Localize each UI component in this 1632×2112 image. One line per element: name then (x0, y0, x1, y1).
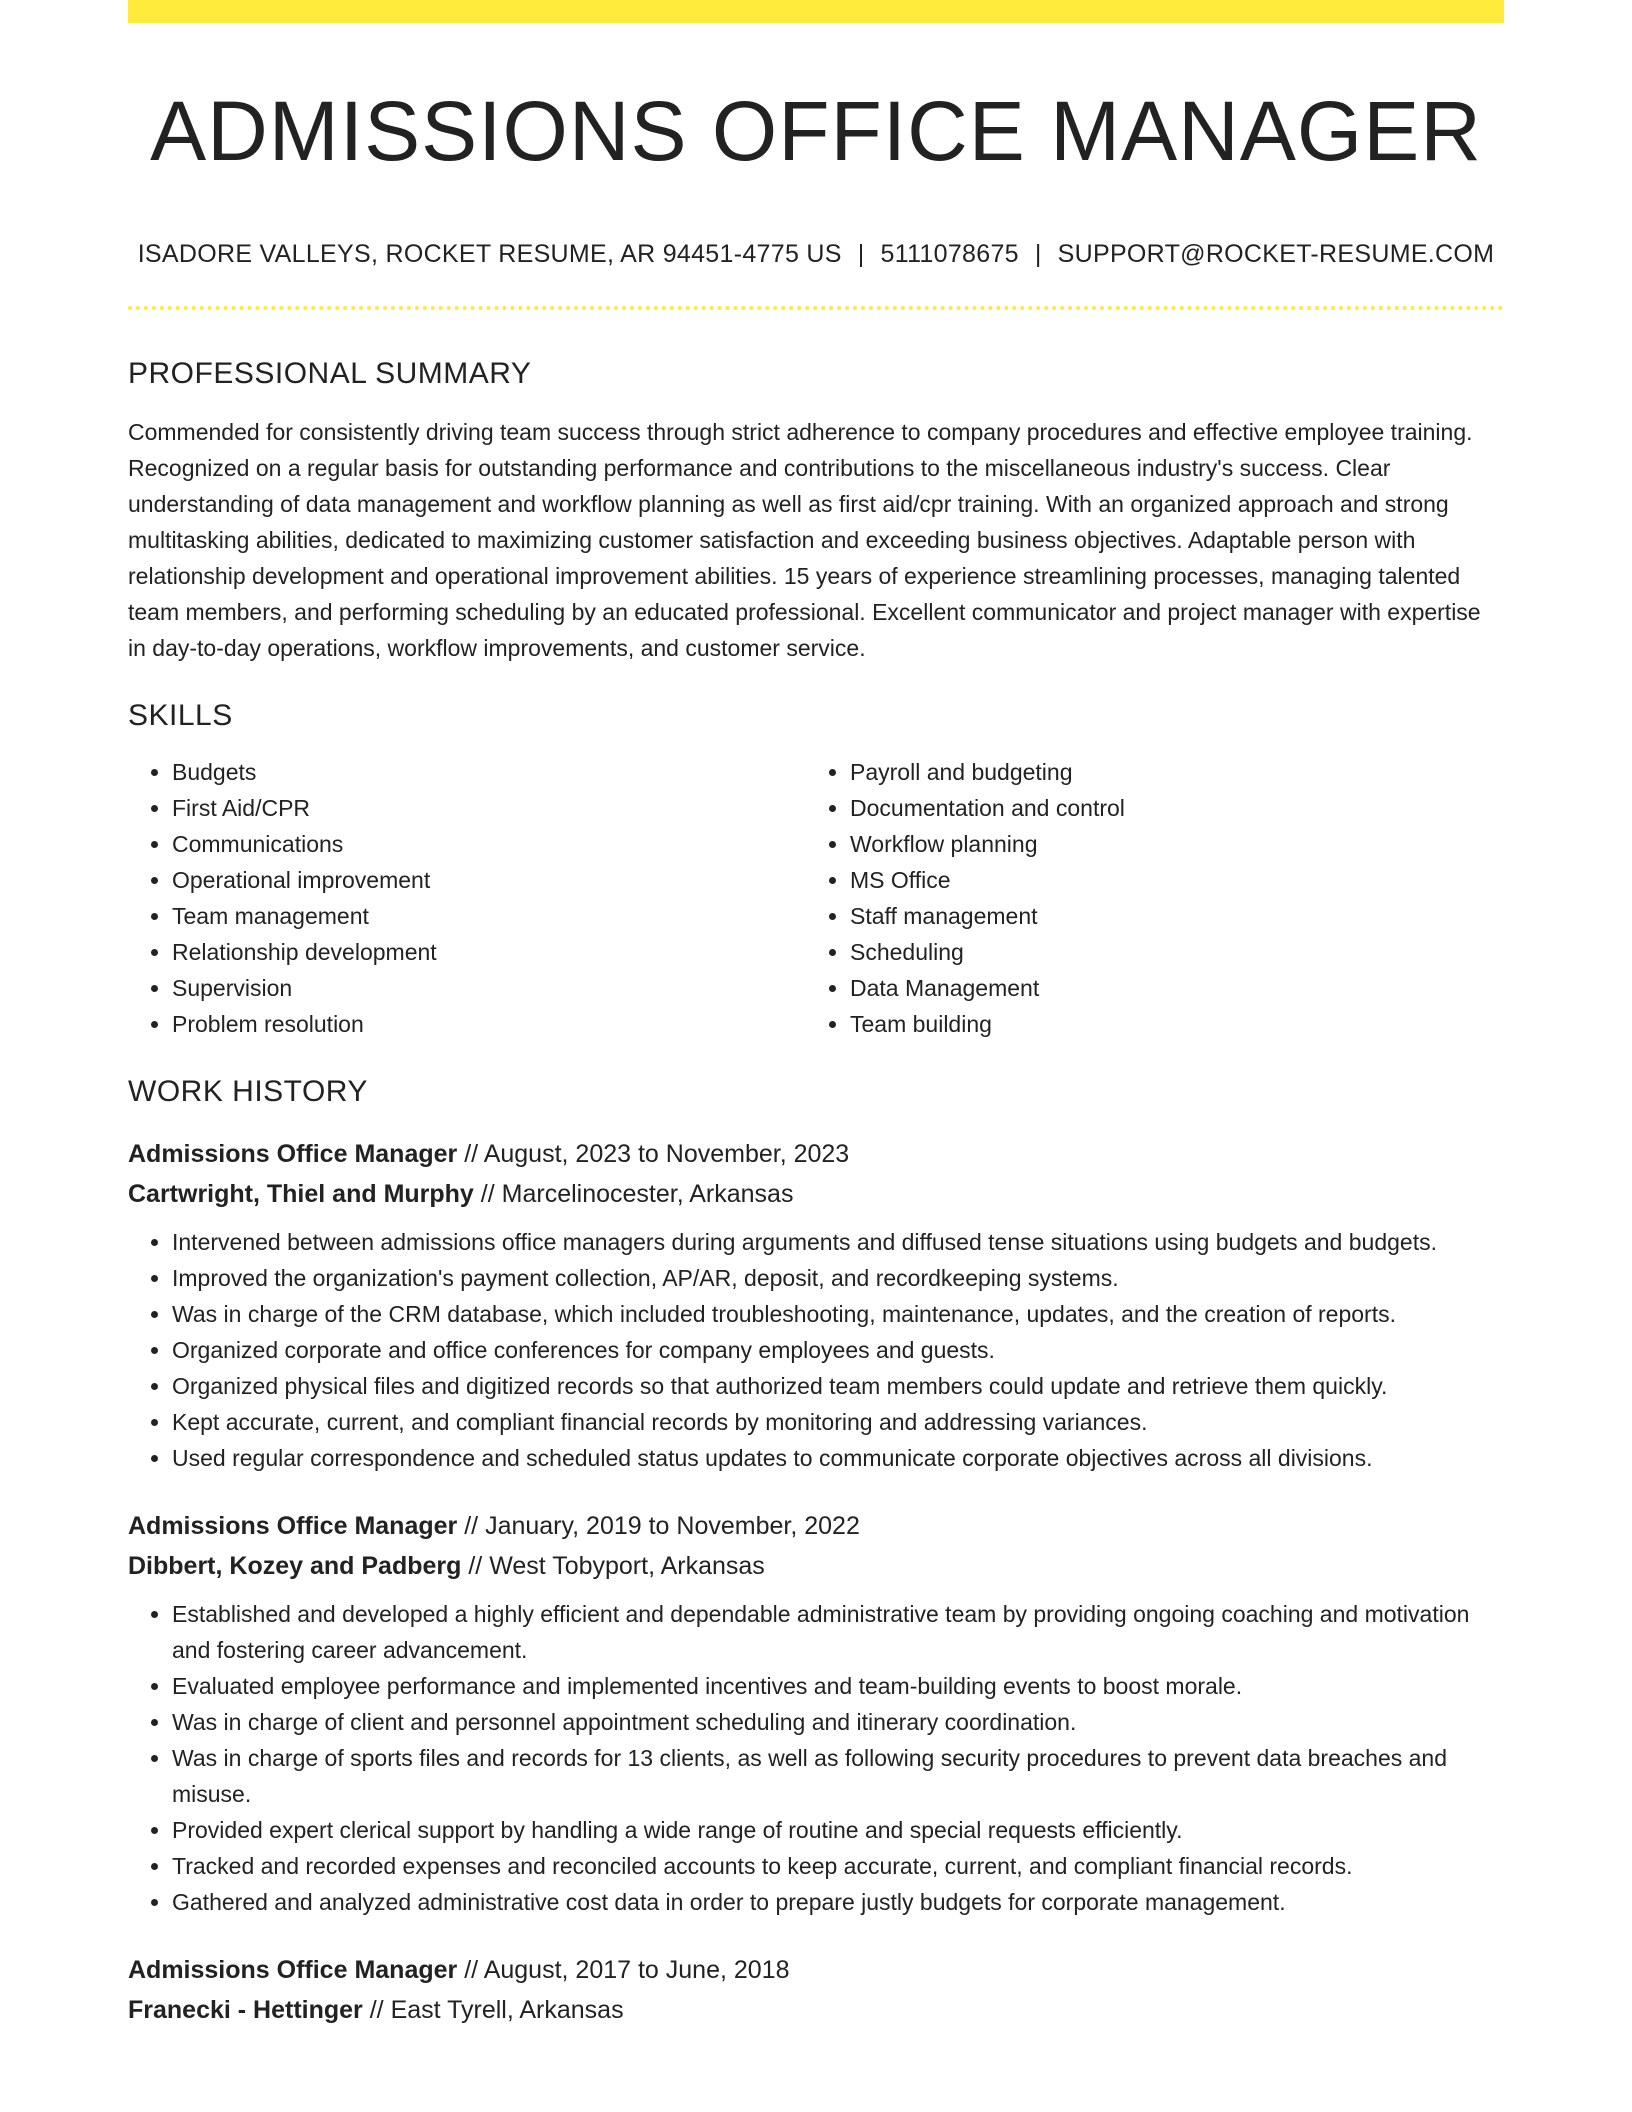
job-separator: // (369, 1996, 384, 2024)
skill-item: • Scheduling (850, 934, 1484, 970)
skill-item: • Budgets (172, 754, 806, 790)
job-role: Admissions Office Manager (128, 1512, 458, 1540)
job-bullet: • Gathered and analyzed administrative cost data in order to prepare justly budgets for corporate management. (172, 1884, 1504, 1920)
job-separator: // (464, 1512, 479, 1540)
job-bullet: • Organized physical files and digitized records so that authorized team members could update and retrieve them quickly. (172, 1368, 1504, 1404)
job-bullet: • Evaluated employee performance and implemented incentives and team-building events to boost morale. (172, 1668, 1504, 1704)
contact-separator: | (857, 240, 865, 268)
job-separator: // (464, 1956, 479, 1984)
skill-item: • Documentation and control (850, 790, 1484, 826)
work-history-heading: WORK HISTORY (128, 1075, 368, 1108)
job-bullet-list (128, 1596, 1504, 1920)
job-bullet-list (128, 1224, 1504, 1476)
skill-item: • Operational improvement (172, 862, 806, 898)
job-bullet: • Provided expert clerical support by handling a wide range of routine and special requests efficiently. (172, 1812, 1504, 1848)
skill-item: • Team management (172, 898, 806, 934)
job-dates: August, 2017 to June, 2018 (483, 1956, 790, 1984)
skill-item: • Relationship development (172, 934, 806, 970)
job-company-line (128, 1546, 1504, 1586)
dotted-divider (128, 306, 1504, 310)
job-bullet: • Improved the organization's payment collection, AP/AR, deposit, and recordkeeping systems. (172, 1260, 1504, 1296)
contact-email: SUPPORT@ROCKET-RESUME.COM (1057, 240, 1495, 268)
skill-item: • Problem resolution (172, 1006, 806, 1042)
skill-item: • Communications (172, 826, 806, 862)
summary-text: Commended for consistently driving team success through strict adherence to company procedures and effective employee training. Recognized on a regular basis for outstanding performance and contributions to the miscellaneous industry's success. Clear understanding of data management and workflow planning as well as first aid/cpr training. With an organized approach and strong multitasking abilities, dedicated to maximizing customer satisfaction and exceeding business objectives. Adaptable person with relationship development and operational improvement abilities. 15 years of experience streamlining processes, managing talented team members, and performing scheduling by an educated professional. Excellent communicator and project manager with expertise in day-to-day operations, workflow improvements, and customer service. (128, 419, 1481, 661)
skills-section (128, 692, 1504, 1042)
job-company: Franecki - Hettinger (128, 1996, 363, 2024)
job-bullet: • Was in charge of client and personnel appointment scheduling and itinerary coordination. (172, 1704, 1504, 1740)
skills-list-left (128, 754, 806, 1042)
summary-section (128, 350, 1504, 666)
job-location: East Tyrell, Arkansas (390, 1996, 624, 2024)
skills-columns (128, 754, 1504, 1042)
skills-heading: SKILLS (128, 699, 233, 732)
skill-item: • MS Office (850, 862, 1484, 898)
job-bullet: • Used regular correspondence and scheduled status updates to communicate corporate objectives across all divisions. (172, 1440, 1504, 1476)
job-company: Cartwright, Thiel and Murphy (128, 1180, 474, 1208)
job-bullet: • Kept accurate, current, and compliant financial records by monitoring and addressing variances. (172, 1404, 1504, 1440)
job-title-line (128, 1506, 1504, 1546)
job-separator: // (480, 1180, 495, 1208)
job-bullet: • Was in charge of sports files and records for 13 clients, as well as following security procedures to prevent data breaches and misuse. (172, 1740, 1504, 1812)
job-entry (128, 1506, 1504, 1920)
job-entry (128, 1950, 1504, 2030)
contact-line (128, 236, 1504, 272)
job-entry (128, 1134, 1504, 1476)
skill-item: • Supervision (172, 970, 806, 1006)
skills-list-right (806, 754, 1484, 1042)
job-dates: August, 2023 to November, 2023 (483, 1140, 850, 1168)
job-location: Marcelinocester, Arkansas (501, 1180, 794, 1208)
skill-item: • Workflow planning (850, 826, 1484, 862)
job-role: Admissions Office Manager (128, 1956, 458, 1984)
skill-item: • Team building (850, 1006, 1484, 1042)
job-title-line (128, 1950, 1504, 1990)
work-history-section (128, 1068, 1504, 2030)
skill-item: • Staff management (850, 898, 1484, 934)
job-bullet: • Was in charge of the CRM database, which included troubleshooting, maintenance, updates, and the creation of reports. (172, 1296, 1504, 1332)
skill-item: • First Aid/CPR (172, 790, 806, 826)
job-bullet: • Tracked and recorded expenses and reconciled accounts to keep accurate, current, and compliant financial records. (172, 1848, 1504, 1884)
job-company: Dibbert, Kozey and Padberg (128, 1552, 462, 1580)
job-role: Admissions Office Manager (128, 1140, 458, 1168)
contact-separator: | (1034, 240, 1042, 268)
job-location: West Tobyport, Arkansas (489, 1552, 765, 1580)
job-list (128, 1134, 1504, 2030)
job-title-line (128, 1134, 1504, 1174)
resume-title: ADMISSIONS OFFICE MANAGER (150, 84, 1482, 178)
accent-bar (128, 0, 1504, 23)
job-company-line (128, 1990, 1504, 2030)
job-bullet: • Intervened between admissions office managers during arguments and diffused tense situations using budgets and budgets. (172, 1224, 1504, 1260)
summary-heading: PROFESSIONAL SUMMARY (128, 357, 532, 390)
job-separator: // (468, 1552, 483, 1580)
job-company-line (128, 1174, 1504, 1214)
job-bullet: • Organized corporate and office conferences for company employees and guests. (172, 1332, 1504, 1368)
skill-item: • Data Management (850, 970, 1484, 1006)
contact-phone: 5111078675 (880, 240, 1019, 268)
contact-address: ISADORE VALLEYS, ROCKET RESUME, AR 94451-4775 US (137, 240, 842, 268)
job-bullet: • Established and developed a highly efficient and dependable administrative team by providing ongoing coaching and motivation and fostering career advancement. (172, 1596, 1504, 1668)
skill-item: • Payroll and budgeting (850, 754, 1484, 790)
job-separator: // (464, 1140, 479, 1168)
resume-content (128, 350, 1504, 2030)
job-dates: January, 2019 to November, 2022 (485, 1512, 860, 1540)
